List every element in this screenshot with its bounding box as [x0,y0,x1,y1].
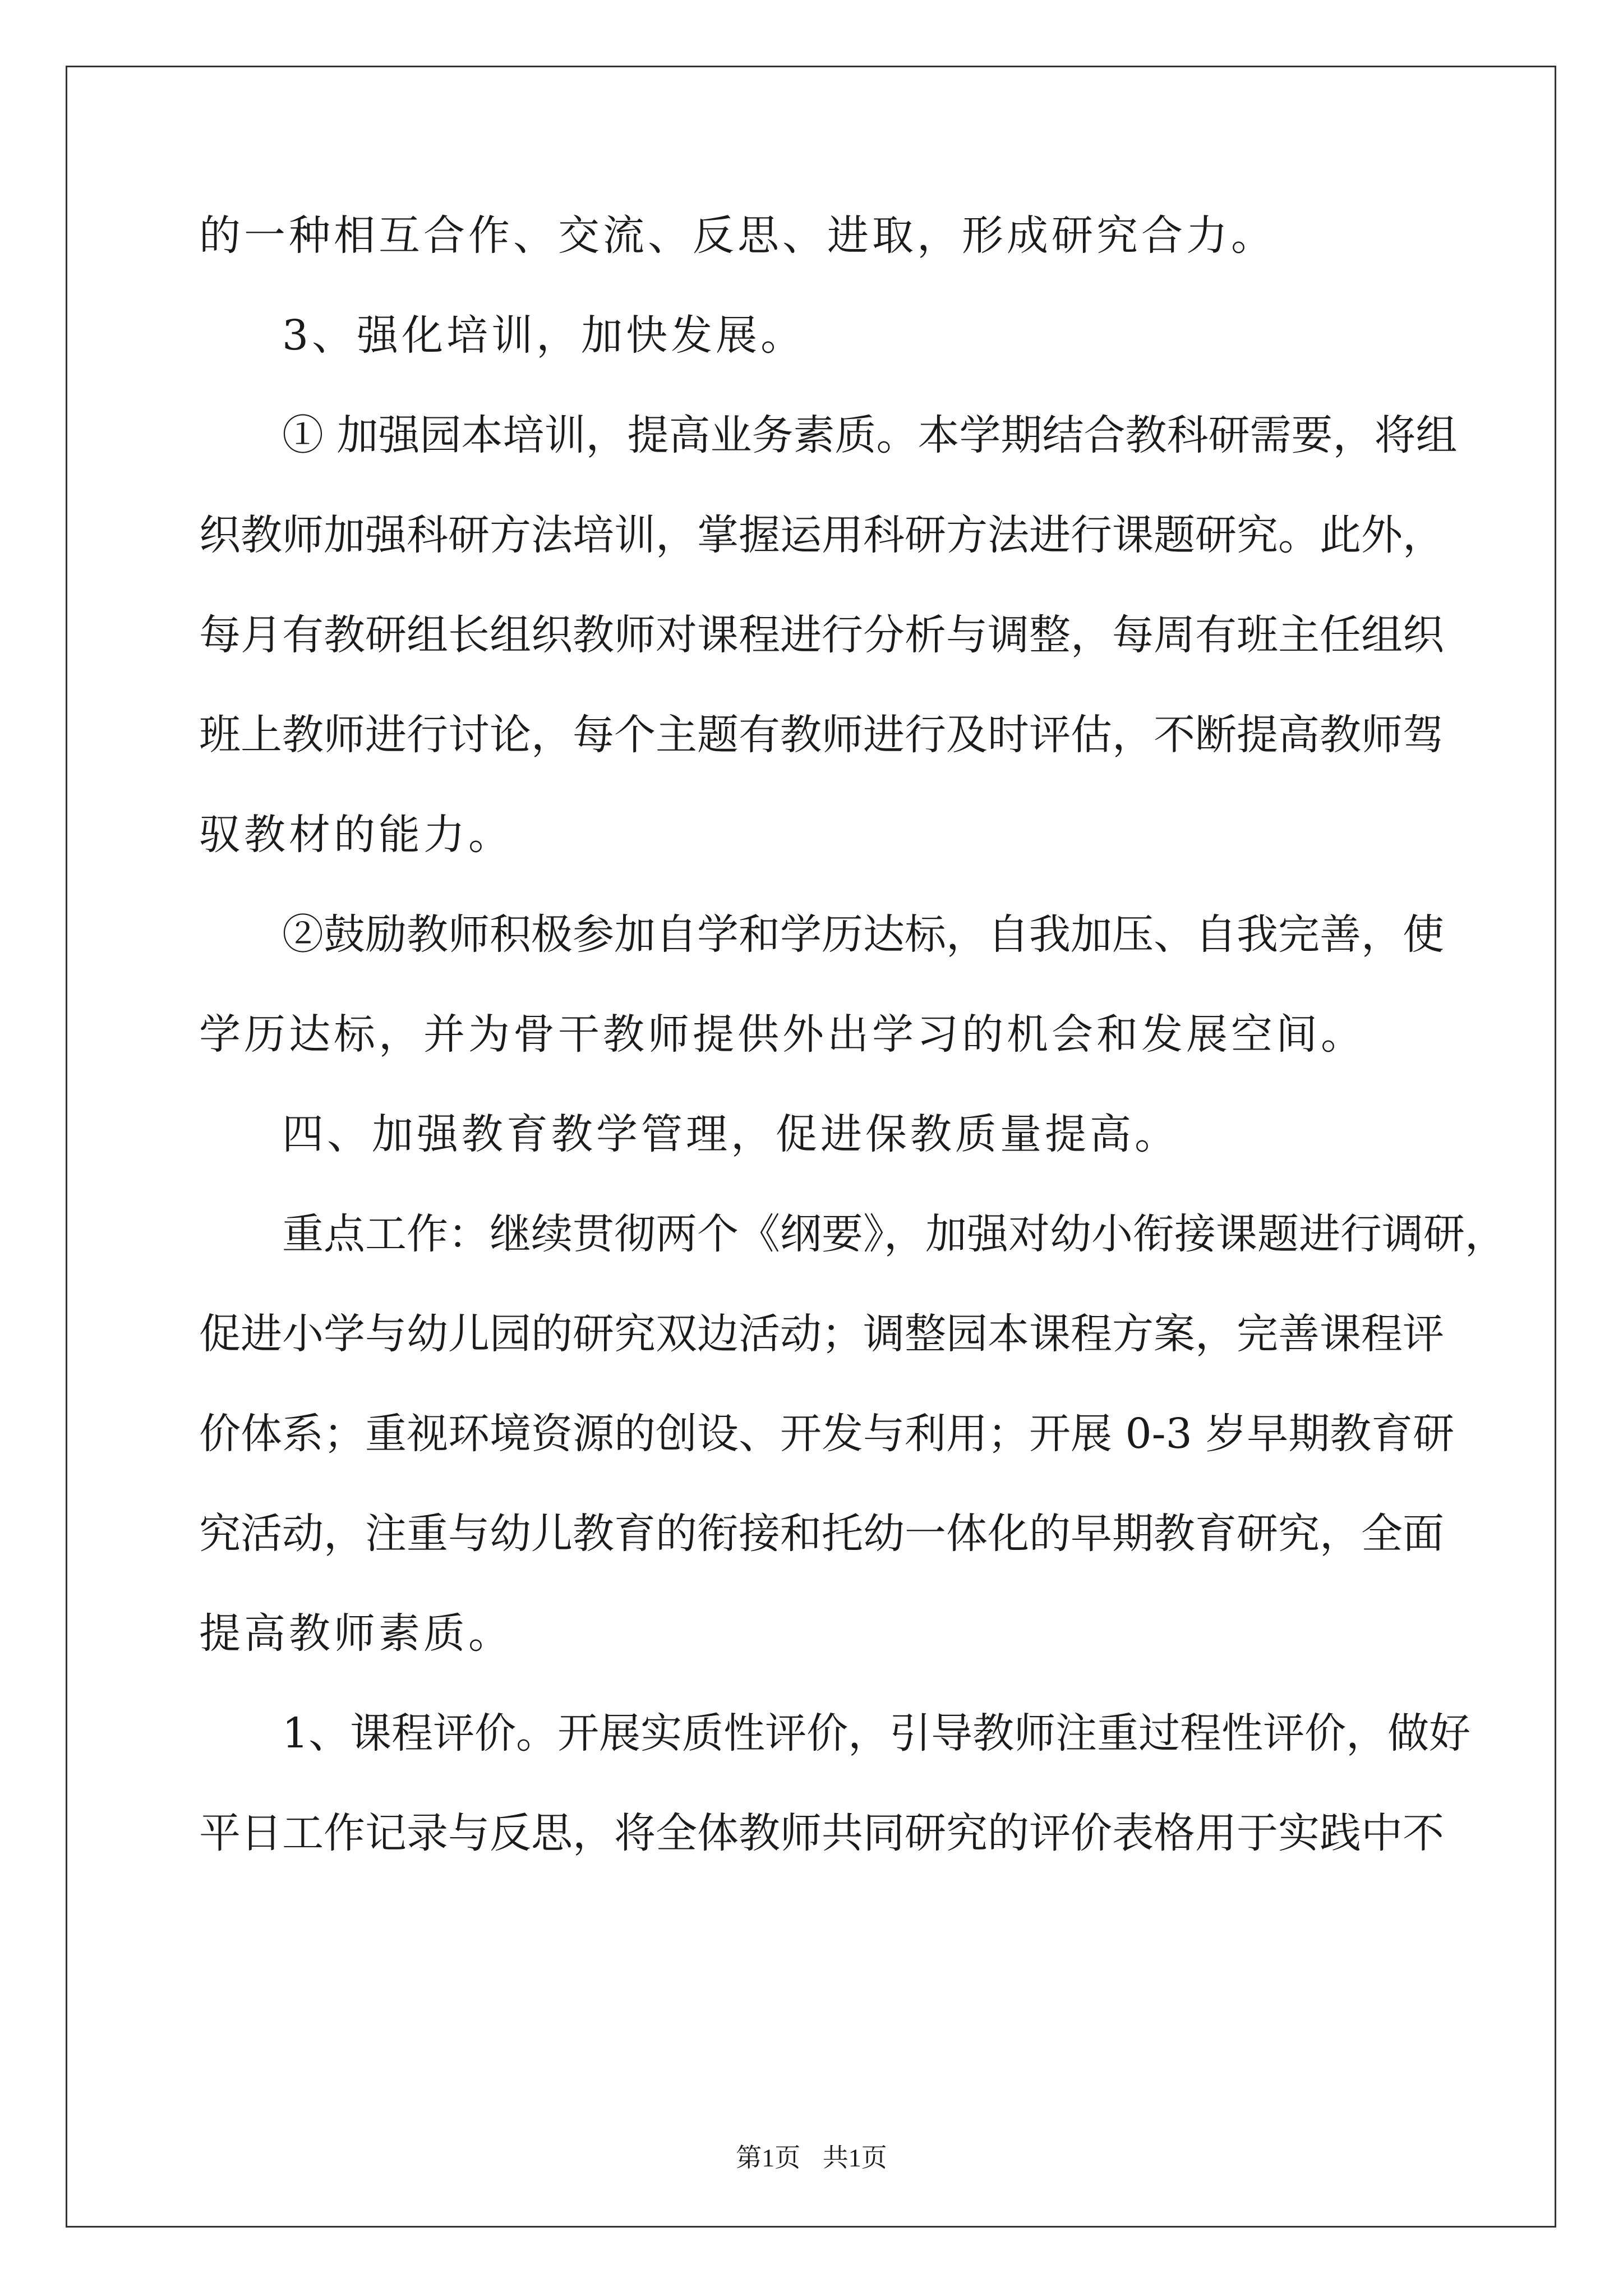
text-line: 3、强化培训，加快发展。 [282,311,806,360]
text-line: 价体系；重视环境资源的创设、开发与利用；开展 0-3 岁早期教育研 [199,1410,1455,1458]
text-line: 每月有教研组长组织教师对课程进行分析与调整，每周有班主任组织 [199,611,1444,659]
text-line: 的一种相互合作、交流、反思、进取，形成研究合力。 [199,211,1276,260]
text-line: 学历达标，并为骨干教师提供外出学习的机会和发展空间。 [199,1010,1366,1059]
text-line: 织教师加强科研方法培训，掌握运用科研方法进行课题研究。此外， [199,511,1444,559]
text-line: ① 加强园本培训，提高业务素质。本学期结合教科研需要，将组 [282,411,1458,459]
text-line: 平日工作记录与反思，将全体教师共同研究的评价表格用于实践中不 [199,1809,1444,1857]
text-line: 提高教师素质。 [199,1609,513,1658]
text-line: 驭教材的能力。 [199,811,513,859]
text-line: 班上教师进行讨论，每个主题有教师进行及时评估，不断提高教师驾 [199,711,1444,759]
text-line: 四、加强教育教学管理，促进保教质量提高。 [282,1110,1179,1158]
page-number-total: 共1页 [822,2143,887,2172]
text-line: 促进小学与幼儿园的研究双边活动；调整园本课程方案，完善课程评 [199,1310,1444,1358]
page-number-current: 第1页 [736,2143,801,2172]
page-footer [0,2137,1623,2174]
text-line: 1、课程评价。开展实质性评价，引导教师注重过程性评价，做好 [282,1709,1471,1757]
text-line: 究活动，注重与幼儿教育的衔接和托幼一体化的早期教育研究，全面 [199,1510,1444,1558]
text-line: 重点工作：继续贯彻两个《纲要》，加强对幼小衔接课题进行调研， [282,1210,1506,1258]
text-line: ②鼓励教师积极参加自学和学历达标，自我加压、自我完善，使 [282,910,1444,959]
